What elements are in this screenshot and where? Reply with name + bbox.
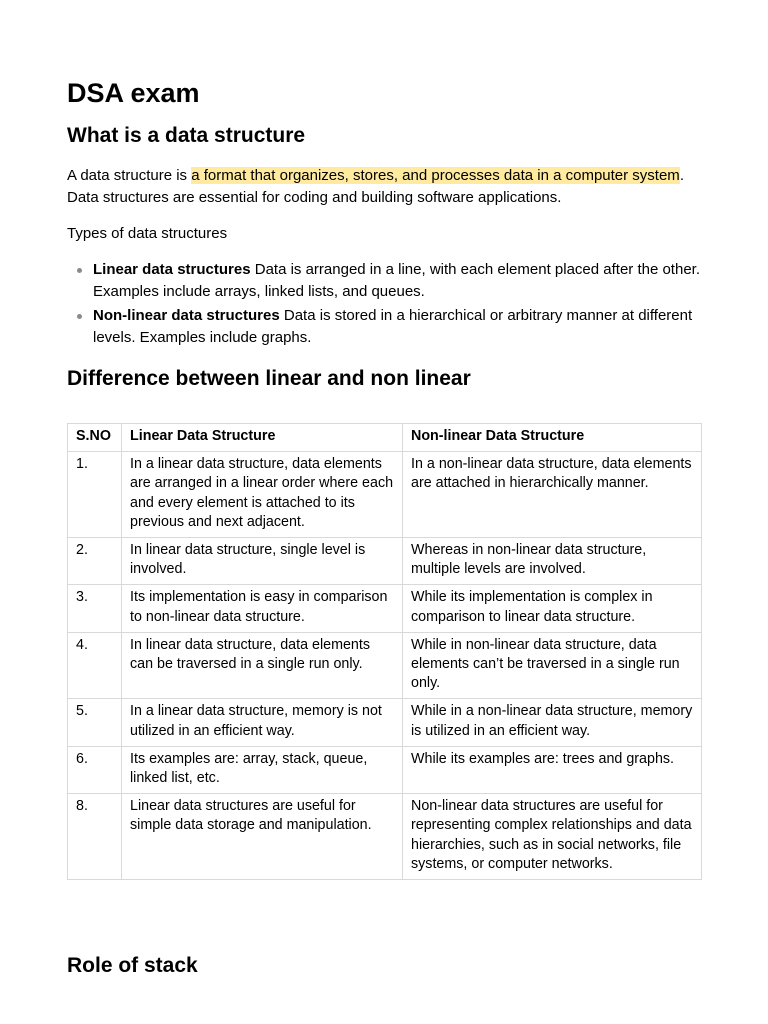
- table-row: [68, 452, 702, 538]
- cell-nonlinear: While in non-linear data structure, data elements can’t be traversed in a single run only.: [403, 632, 702, 699]
- table-row: [68, 632, 702, 699]
- section-heading-stack: Role of stack: [67, 954, 198, 977]
- header-nonlinear: Non-linear Data Structure: [403, 424, 702, 452]
- highlighted-definition: a format that organizes, stores, and processes data in a computer system: [191, 167, 680, 184]
- list-item-text: Data is stored in a hierarchical or arbitrary manner at different levels. Examples include graphs.: [93, 307, 693, 346]
- cell-sno: 6.: [68, 746, 122, 793]
- table-row: [68, 794, 702, 880]
- intro-text-end: . Data structures are essential for coding and building software applications.: [67, 167, 684, 206]
- list-item: [67, 259, 701, 303]
- cell-sno: 4.: [68, 632, 122, 699]
- table-row: [68, 699, 702, 746]
- types-label: Types of data structures: [67, 225, 228, 242]
- cell-linear: In a linear data structure, memory is not utilized in an efficient way.: [122, 699, 403, 746]
- list-item-term: Non-linear data structures: [93, 307, 280, 324]
- list-item-text: Data is arranged in a line, with each element placed after the other. Examples include arrays, linked lists, and queues.: [93, 261, 700, 300]
- cell-linear: Linear data structures are useful for simple data storage and manipulation.: [122, 794, 403, 880]
- cell-nonlinear: While its implementation is complex in comparison to linear data structure.: [403, 585, 702, 632]
- cell-sno: 2.: [68, 538, 122, 585]
- cell-linear: Its implementation is easy in comparison to non-linear data structure.: [122, 585, 403, 632]
- cell-nonlinear: While in a non-linear data structure, memory is utilized in an efficient way.: [403, 699, 702, 746]
- cell-sno: 3.: [68, 585, 122, 632]
- cell-linear: In linear data structure, single level is involved.: [122, 538, 403, 585]
- header-linear: Linear Data Structure: [122, 424, 403, 452]
- table-row: [68, 538, 702, 585]
- cell-sno: 1.: [68, 452, 122, 538]
- cell-linear: In a linear data structure, data elements are arranged in a linear order where each and every element is attached to its previous and next adjacent.: [122, 452, 403, 538]
- section-heading-difference: Difference between linear and non linear: [67, 367, 471, 390]
- table-header-row: [68, 424, 702, 452]
- cell-nonlinear: Whereas in non-linear data structure, multiple levels are involved.: [403, 538, 702, 585]
- section-heading-data-structure: What is a data structure: [67, 124, 306, 147]
- list-item: [67, 305, 701, 349]
- cell-sno: 5.: [68, 699, 122, 746]
- cell-nonlinear: While its examples are: trees and graphs.: [403, 746, 702, 793]
- cell-nonlinear: In a non-linear data structure, data elements are attached in hierarchically manner.: [403, 452, 702, 538]
- comparison-table: [67, 423, 702, 880]
- types-list: [67, 259, 701, 351]
- list-item-term: Linear data structures: [93, 261, 251, 278]
- intro-paragraph: [67, 165, 701, 209]
- cell-sno: 8.: [68, 794, 122, 880]
- document-title: DSA exam: [67, 78, 200, 108]
- table-row: [68, 746, 702, 793]
- cell-nonlinear: Non-linear data structures are useful for representing complex relationships and data hierarchies, such as in social networks, file systems, or computer networks.: [403, 794, 702, 880]
- header-sno: S.NO: [68, 424, 122, 452]
- table-row: [68, 585, 702, 632]
- cell-linear: In linear data structure, data elements can be traversed in a single run only.: [122, 632, 403, 699]
- intro-text-start: A data structure is: [67, 167, 192, 184]
- cell-linear: Its examples are: array, stack, queue, linked list, etc.: [122, 746, 403, 793]
